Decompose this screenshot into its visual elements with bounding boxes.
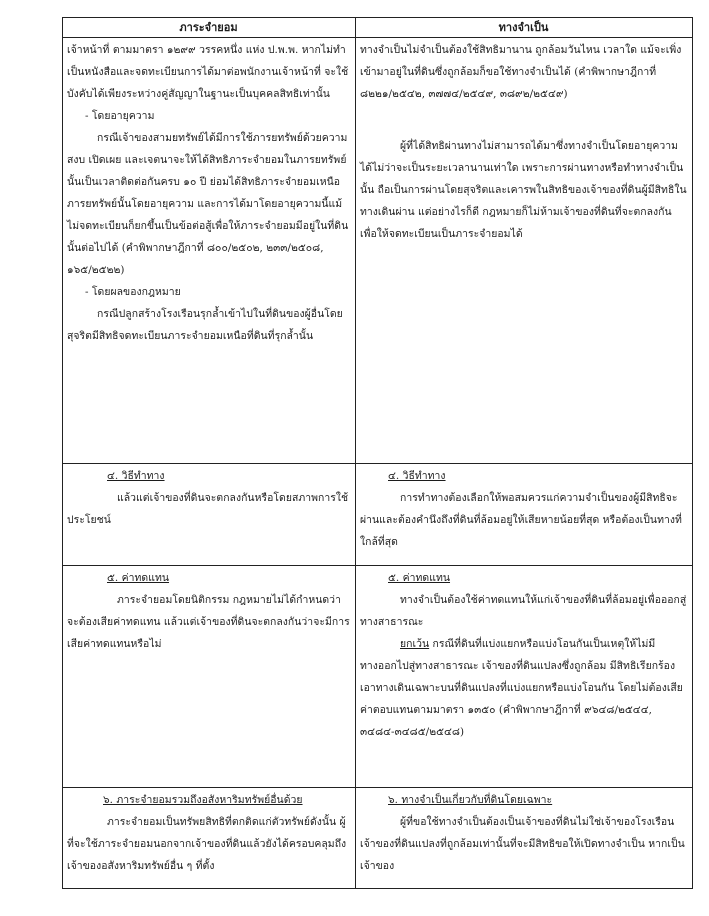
row2-left-para: แล้วแต่เจ้าของที่ดินจะตกลงกันหรือโดยสภาพการใช้ประโยชน์ [67, 492, 349, 526]
row2-left-cell [67, 465, 350, 531]
row3-right-para1: ทางจำเป็นต้องใช้ค่าทดแทนให้แก่เจ้าของที่ดินที่ล้อมอยู่เพื่อออกสู่ทางสาธารณะ [360, 594, 687, 628]
row1-right-para1: ทางจำเป็นไม่จำเป็นต้องใช้สิทธิมานาน ถูกล้อมวันไหน เวลาใด แม้จะเพิ่งเข้ามาอยู่ในที่ดินซึ่งถูกล้อมก็ขอใช้ทางจำเป็นได้ (คำพิพากษาฎีกาที่ ๘๒๒๑/๒๕๔๒, ๓๗๗๔/๒๕๔๙, ๓๘๙๒/๒๕๔๙) [360, 44, 682, 100]
row2-right-cell [360, 465, 688, 553]
exception-label: ยกเว้น [400, 638, 430, 650]
row-divider-2 [62, 565, 693, 566]
row3-left-para: ภาระจำยอมโดยนิติกรรม กฎหมายไม่ได้กำหนดว่าจะต้องเสียค่าทดแทน แล้วแต่เจ้าของที่ดินจะตกลงกันว่าจะมีการเสียค่าทดแทนหรือไม่ [67, 594, 350, 650]
row3-right-heading: ๕. ค่าทดแทน [388, 572, 451, 584]
row1-left-cell [67, 39, 350, 347]
row1-right-para2: ผู้ที่ได้สิทธิผ่านทางไม่สามารถได้มาซึ่งทางจำเป็นโดยอายุความได้ไม่ว่าจะเป็นระยะเวลานานเท่าใด เพราะการผ่านทางหรือทำทางจำเป็นนั้น ถือเป็นการผ่านโดยสุจริตและเคารพในสิทธิของเจ้าของที่ดินผู้มีสิทธิในทางเดินผ่าน แต่อย่างไรก็ดี กฎหมายก็ไม่ห้ามเจ้าของที่ดินที่จะตกลงกันเพื่อให้จดทะเบียนเป็นภาระจำยอมได้ [360, 140, 687, 240]
row2-left-heading: ๔. วิธีทำทาง [107, 470, 165, 482]
header-necessary-way: ทางจำเป็น [498, 21, 549, 34]
row1-left-heading-prescription: - โดยอายุความ [85, 110, 155, 122]
row3-right-para2: กรณีที่ดินที่แบ่งแยกหรือแบ่งโอนกันเป็นเหตุให้ไม่มีทางออกไปสู่ทางสาธารณะ เจ้าของที่ดินแปลงซึ่งถูกล้อม มีสิทธิเรียกร้องเอาทางเดินเฉพาะบนที่ดินแปลงที่แบ่งแยกหรือแบ่งโอนกัน โดยไม่ต้องเสียค่าตอบแทนตามมาตรา ๑๓๕๐ (คำพิพากษาฎีกาที่ ๙๖๔๘/๒๕๔๔, ๓๔๘๔-๓๔๘๕/๒๕๔๘) [360, 638, 683, 738]
row4-right-cell [360, 789, 688, 877]
row4-right-heading: ๖. ทางจำเป็นเกี่ยวกับที่ดินโดยเฉพาะ [388, 794, 553, 806]
row3-right-exception [360, 633, 688, 743]
row1-right-cell [360, 39, 688, 245]
row-divider-3 [62, 787, 693, 788]
row1-left-para3: กรณีปลูกสร้างโรงเรือนรุกล้ำเข้าไปในที่ดินของผู้อื่นโดยสุจริตมีสิทธิจดทะเบียนภาระจำยอมเหนือที่ดินที่รุกล้ำนั้น [67, 308, 343, 342]
table-border-bottom [62, 888, 693, 889]
table-border-right [692, 17, 693, 889]
header-easement: ภาระจำยอม [179, 21, 238, 34]
row4-left-para: ภาระจำยอมเป็นทรัพยสิทธิที่ตกติดแก่ตัวทรัพย์ดังนั้น ผู้ที่จะใช้ภาระจำยอมนอกจากเจ้าของที่ดินแล้วยังได้ครอบคลุมถึงเจ้าของอสังหาริมทรัพย์อื่น ๆ ที่ตั้ง [67, 816, 347, 872]
row1-left-para1: เจ้าหน้าที่ ตามมาตรา ๑๒๙๙ วรรคหนึ่ง แห่ง ป.พ.พ. หากไม่ทำเป็นหนังสือและจดทะเบียนการได้มาต่อพนักงานเจ้าหน้าที่ จะใช้บังคับได้เพียงระหว่างคู่สัญญาในฐานะเป็นบุคคลสิทธิเท่านั้น [67, 44, 349, 100]
row3-left-heading: ๕. ค่าทดแทน [107, 572, 170, 584]
row-divider-1 [62, 463, 693, 464]
row1-left-para2: กรณีเจ้าของสามยทรัพย์ได้มีการใช้ภารยทรัพย์ด้วยความสงบ เปิดเผย และเจตนาจะให้ได้สิทธิภาระจำยอมในภารยทรัพย์นั้นเป็นเวลาติดต่อกันครบ ๑๐ ปี ย่อมได้สิทธิภาระจำยอมเหนือภารยทรัพย์นั้นโดยอายุความ และการได้มาโดยอายุความนี้แม้ไม่จดทะเบียนก็ยกขึ้นเป็นข้อต่อสู้เพื่อให้ภาระจำยอมมีอยู่ในที่ดินนั้นต่อไปได้ (คำพิพากษาฎีกาที่ ๘๐๐/๒๕๐๒, ๒๓๓/๒๕๐๘, ๑๖๕/๒๕๒๒) [67, 132, 349, 276]
row3-left-cell [67, 567, 350, 655]
row2-right-para: การทำทางต้องเลือกให้พอสมควรแก่ความจำเป็นของผู้มีสิทธิจะผ่านและต้องคำนึงถึงที่ดินที่ล้อมอยู่ให้เสียหายน้อยที่สุด หรือต้องเป็นทางที่ใกล้ที่สุด [360, 492, 682, 548]
table-border-left [62, 17, 63, 889]
row3-right-cell [360, 567, 688, 743]
row4-left-heading: ๖. ภาระจำยอมรวมถึงอสังหาริมทรัพย์อื่นด้วย [103, 794, 303, 806]
row1-left-heading-law: - โดยผลของกฎหมาย [85, 286, 181, 298]
row4-left-cell [67, 789, 350, 877]
header-divider [62, 37, 693, 38]
table-border-top [62, 17, 693, 18]
row2-right-heading: ๔. วิธีทำทาง [388, 470, 446, 482]
column-divider [355, 17, 356, 889]
row4-right-para: ผู้ที่ขอใช้ทางจำเป็นต้องเป็นเจ้าของที่ดินไม่ใช่เจ้าของโรงเรือน เจ้าของที่ดินแปลงที่ถูกล้อมเท่านั้นที่จะมีสิทธิขอให้เปิดทางจำเป็น หากเป็นเจ้าของ [360, 816, 685, 872]
